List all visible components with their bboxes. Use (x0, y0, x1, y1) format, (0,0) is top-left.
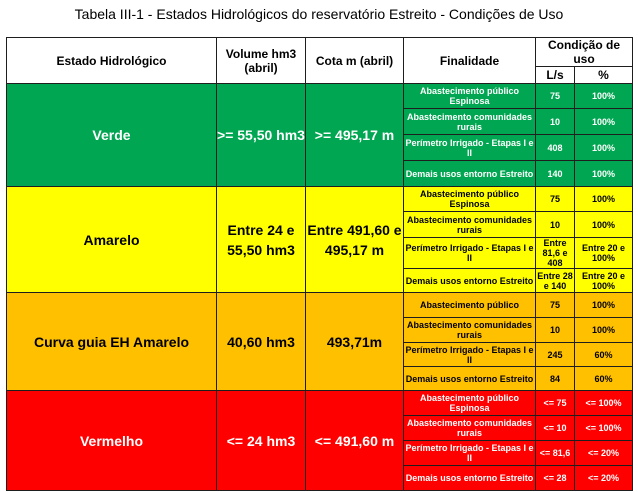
state-volume: <= 24 hm3 (217, 391, 306, 491)
finalidade-cell: Demais usos entorno Estreito (404, 161, 536, 187)
state-name: Amarelo (7, 187, 217, 293)
finalidade-cell: Abastecimento comunidades rurais (404, 318, 536, 343)
finalidade-cell: Perímetro Irrigado - Etapas I e II (404, 441, 536, 466)
ls-cell: <= 10 (536, 416, 575, 441)
pct-cell: 60% (575, 343, 633, 367)
header-ls: L/s (536, 67, 575, 84)
pct-cell: 100% (575, 161, 633, 187)
pct-cell: 100% (575, 109, 633, 135)
header-volume: Volume hm3 (abril) (217, 38, 306, 84)
ls-cell: 140 (536, 161, 575, 187)
finalidade-cell: Abastecimento comunidades rurais (404, 416, 536, 441)
pct-cell: Entre 20 e 100% (575, 238, 633, 269)
ls-cell: 75 (536, 293, 575, 318)
ls-cell: 84 (536, 367, 575, 391)
header-condicao: Condição de uso (536, 38, 633, 67)
finalidade-cell: Abastecimento público Espinosa (404, 187, 536, 212)
table-row (7, 84, 633, 109)
finalidade-cell: Abastecimento público Espinosa (404, 84, 536, 109)
finalidade-cell: Perímetro Irrigado - Etapas I e II (405, 344, 534, 365)
pct-cell: <= 20% (575, 466, 633, 491)
ls-cell: 10 (536, 212, 575, 238)
header-cota: Cota m (abril) (306, 38, 404, 84)
pct-cell: <= 20% (575, 441, 633, 466)
table-row (7, 293, 633, 318)
finalidade-cell: Abastecimento público (404, 293, 536, 318)
pct-cell: 100% (575, 293, 633, 318)
finalidade-cell: Abastecimento público Espinosa (404, 391, 536, 416)
header-finalidade: Finalidade (404, 38, 536, 84)
ls-cell: <= 75 (536, 391, 575, 416)
pct-cell: 60% (575, 367, 633, 391)
ls-cell: 408 (536, 135, 575, 161)
finalidade-cell: Abastecimento comunidades rurais (404, 109, 536, 135)
finalidade-cell: Demais usos entorno Estreito (404, 269, 536, 293)
pct-cell: 100% (575, 84, 633, 109)
state-cota: <= 491,60 m (306, 391, 404, 491)
finalidade-cell: Demais usos entorno Estreito (404, 367, 536, 391)
state-name: Vermelho (7, 391, 217, 491)
ls-cell: Entre 28 e 140 (537, 270, 573, 291)
pct-cell: 100% (575, 187, 633, 212)
pct-cell: 100% (575, 318, 633, 343)
ls-cell: 10 (536, 318, 575, 343)
table-caption: Tabela III-1 - Estados Hidrológicos do reservatório Estreito - Condições de Uso (74, 6, 564, 22)
ls-cell: 75 (536, 84, 575, 109)
header-estado: Estado Hidrológico (7, 38, 217, 84)
finalidade-cell: Perímetro Irrigado - Etapas I e II (404, 135, 536, 161)
state-name: Curva guia EH Amarelo (7, 293, 217, 391)
table-row (7, 187, 633, 212)
table-row (7, 391, 633, 416)
ls-cell: Entre 81,6 e 408 (536, 238, 575, 269)
state-cota: >= 495,17 m (306, 84, 404, 187)
ls-cell: 245 (536, 343, 575, 367)
hydrological-states-table (6, 37, 633, 491)
finalidade-cell: Perímetro Irrigado - Etapas I e II (404, 238, 536, 269)
finalidade-cell: Demais usos entorno Estreito (404, 466, 536, 491)
pct-cell: <= 100% (575, 416, 633, 441)
state-cota: 493,71m (306, 293, 404, 391)
header-pct: % (575, 67, 633, 84)
pct-cell: <= 100% (575, 391, 633, 416)
ls-cell: 75 (536, 187, 575, 212)
pct-cell: Entre 20 e 100% (575, 269, 633, 293)
ls-cell: <= 81,6 (536, 441, 575, 466)
state-volume: 40,60 hm3 (217, 293, 306, 391)
pct-cell: 100% (575, 212, 633, 238)
state-volume: Entre 24 e 55,50 hm3 (217, 187, 306, 293)
state-cota: Entre 491,60 e 495,17 m (306, 187, 404, 293)
state-name: Verde (7, 84, 217, 187)
ls-cell: <= 28 (536, 466, 575, 491)
state-volume: >= 55,50 hm3 (217, 84, 306, 187)
finalidade-cell: Abastecimento comunidades rurais (404, 212, 536, 238)
ls-cell: 10 (536, 109, 575, 135)
pct-cell: 100% (575, 135, 633, 161)
